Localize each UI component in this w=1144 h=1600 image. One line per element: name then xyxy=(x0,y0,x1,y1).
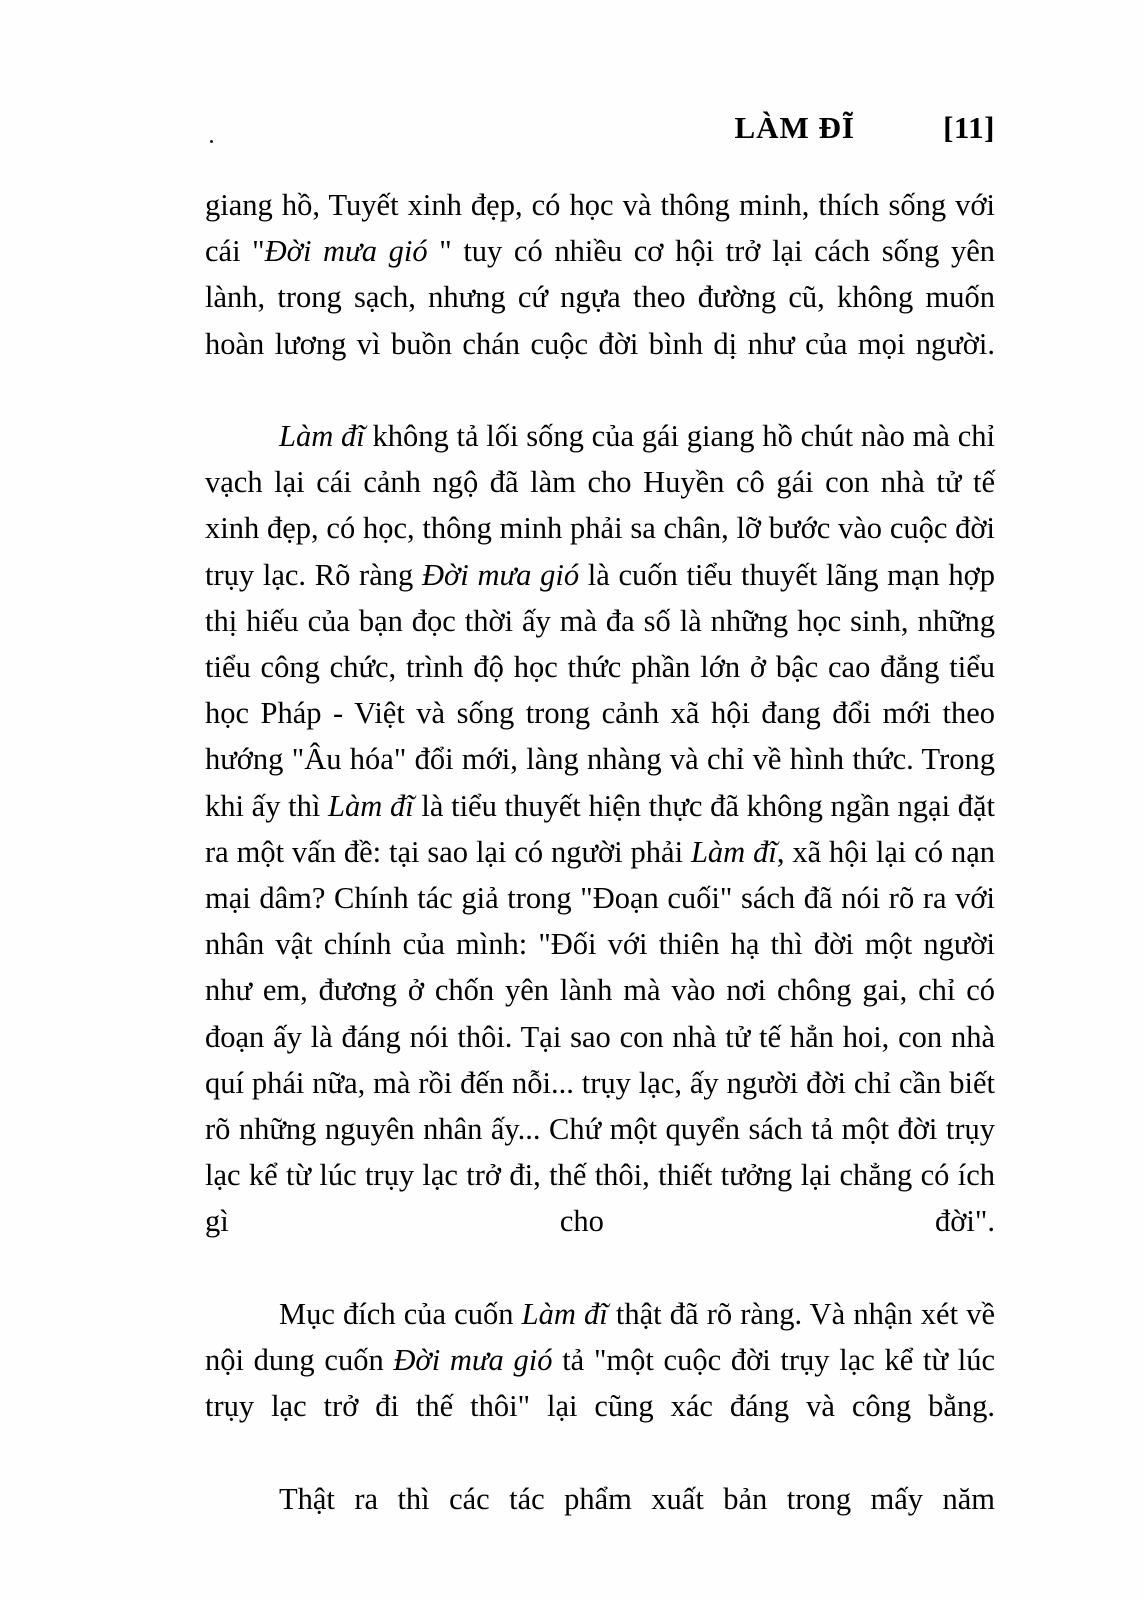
title-emphasis: Làm đĩ xyxy=(328,788,414,823)
paragraph xyxy=(205,182,995,413)
text-run: tả "một cuộc đời trụy lạc kể từ lúc trụy lạc trở đi thế thôi" lại cũng xác đáng và công bằng. xyxy=(205,1343,995,1424)
text-run: là tiểu thuyết hiện thực đã không ngần ngại đặt ra một vấn đề: tại sao lại có người phải xyxy=(205,788,995,869)
page-number: [11] xyxy=(943,110,995,145)
title-emphasis: Làm đĩ xyxy=(279,419,365,454)
paragraph xyxy=(205,1291,995,1476)
text-run: " tuy có nhiều cơ hội trở lại cách sống yên lành, trong sạch, nhưng cứ ngựa theo đường cũ, không muốn hoàn lương vì buồn chán cuộc đời bình dị như của mọi người. xyxy=(205,234,995,361)
margin-dot-mark xyxy=(210,140,213,143)
title-emphasis: Đời mưa gió xyxy=(264,234,428,269)
text-run: , xã hội lại có nạn mại dâm? Chính tác giả trong "Đoạn cuối" sách đã nói rõ ra với nhân vật chính của mình: "Đối với thiên hạ thì đời một người như em, đương ở chốn yên lành mà vào nơi chông gai, chỉ có đoạn ấy là đáng nói thôi. Tại sao con nhà tử tế hẳn hoi, con nhà quí phái nữa, mà rồi đến nỗi... trụy lạc, ấy người đời chỉ cần biết rõ những nguyên nhân ấy... Chứ một quyển sách tả một đời trụy lạc kể từ lúc trụy lạc trở đi, thế thôi, thiết tưởng lại chẳng có ích gì cho đời". xyxy=(205,834,996,1239)
title-emphasis: Làm đĩ xyxy=(521,1296,608,1331)
body-text xyxy=(205,182,995,1568)
title-emphasis: Làm đĩ xyxy=(690,834,777,869)
paragraph xyxy=(205,1476,995,1568)
title-emphasis: Đời mưa gió xyxy=(393,1343,553,1378)
running-head-title: LÀM ĐĨ xyxy=(734,110,855,145)
text-run: Mục đích của cuốn xyxy=(279,1296,522,1331)
title-emphasis: Đời mưa gió xyxy=(421,557,580,592)
text-run: Thật ra thì các tác phẩm xuất bản trong mấy năm xyxy=(279,1481,995,1516)
text-run: không tả lối sống của gái giang hồ chút nào mà chỉ vạch lại cái cảnh ngộ đã làm cho Huyền cô gái con nhà tử tế xinh đẹp, có học, thông minh phải sa chân, lỡ bước vào cuộc đời trụy lạc. Rõ ràng xyxy=(205,419,995,592)
page-header xyxy=(205,110,995,156)
text-run: là cuốn tiểu thuyết lãng mạn hợp thị hiếu của bạn đọc thời ấy mà đa số là những học sinh, những tiểu công chức, trình độ học thức phần lớn ở bậc cao đẳng tiểu học Pháp - Việt và sống trong cảnh xã hội đang đổi mới theo hướng "Âu hóa" đổi mới, làng nhàng và chỉ về hình thức. Trong khi ấy thì xyxy=(205,557,996,823)
text-run: thật đã rõ ràng. Và nhận xét về nội dung cuốn xyxy=(205,1296,995,1378)
text-run: giang hồ, Tuyết xinh đẹp, có học và thông minh, thích sống với cái " xyxy=(205,188,995,269)
paragraph xyxy=(205,413,995,1291)
